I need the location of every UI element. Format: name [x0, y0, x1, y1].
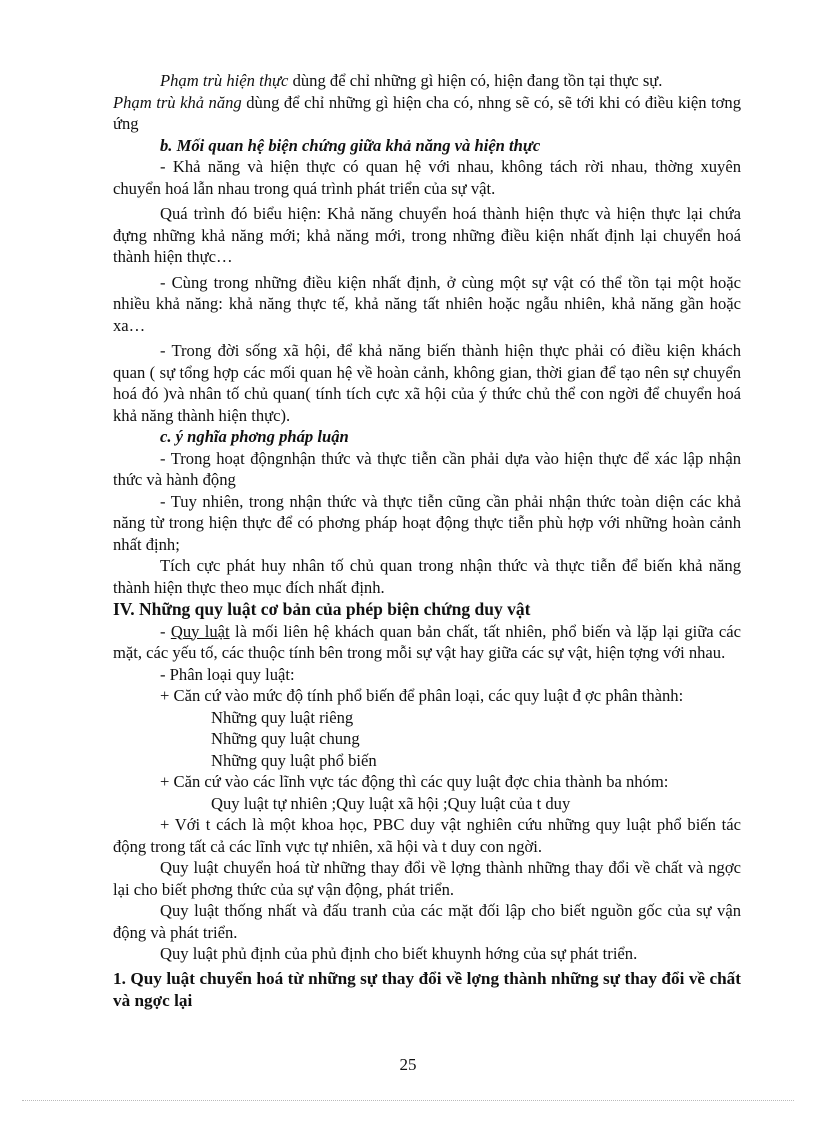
paragraph: + Căn cứ vào các lĩnh vực tác động thì các quy luật đợc chia thành ba nhóm:	[160, 772, 669, 791]
paragraph: - Tuy nhiên, trong nhận thức và thực tiễn cũng cần phải nhận thức toàn diện các khả năng từ trong hiện thực để có phơng pháp hoạt động thực tiễn phù hợp với những hoàn cảnh nhất định;	[113, 491, 741, 554]
paragraph: - Khả năng và hiện thực có quan hệ với nhau, không tách rời nhau, thờng xuyên chuyển hoá lẫn nhau trong quá trình phát triển của sự vật.	[113, 157, 741, 198]
paragraph: - Phân loại quy luật:	[160, 664, 295, 684]
paragraph: Quy luật chuyển hoá từ những thay đổi về lợng thành những thay đổi về chất và ngợc lại cho biết phơng thức của sự vận động, phát triển.	[113, 858, 741, 899]
paragraph-possibility	[113, 92, 741, 135]
document-body	[113, 70, 741, 1012]
paragraph: - Trong hoạt độngnhận thức và thực tiễn cần phải dựa vào hiện thực để xác lập nhận thức và hành động	[113, 448, 741, 489]
term-law: Quy luật	[170, 621, 230, 641]
paragraph: + Với t cách là một khoa học, PBC duy vật nghiên cứu những quy luật phổ biến tác động trong tất cả các lĩnh vực tự nhiên, xã hội và t duy con ngời.	[113, 815, 741, 856]
paragraph-text: dùng để chỉ những gì hiện có, hiện đang tồn tại thực sự.	[288, 71, 663, 90]
footer-divider	[22, 1100, 794, 1101]
paragraph: - Cùng trong những điều kiện nhất định, ở cùng một sự vật có thể tồn tại một hoặc nhiều khả năng: khả năng thực tế, khả năng tất nhiên hoặc ngẫu nhiên, khả năng gần hoặc xa…	[113, 272, 741, 335]
page-number: 25	[399, 1055, 417, 1074]
section-heading-c: c. ý nghĩa phơng pháp luận	[160, 427, 349, 446]
dash: -	[160, 621, 171, 641]
list-item: Những quy luật chung	[211, 729, 360, 748]
paragraph: + Căn cứ vào mức độ tính phổ biến để phân loại, các quy luật đ ợc phân thành:	[160, 686, 684, 705]
section-heading-b: b. Mối quan hệ biện chứng giữa khả năng và hiện thực	[160, 135, 541, 155]
paragraph-law-definition	[113, 621, 741, 664]
section-heading-1: 1. Quy luật chuyển hoá từ những sự thay đổi về lợng thành những sự thay đổi về chất và ngợc lại	[113, 968, 741, 1010]
list-item: Những quy luật riêng	[211, 707, 354, 727]
paragraph: Tích cực phát huy nhân tố chủ quan trong nhận thức và thực tiễn để biến khả năng thành hiện thực theo mục đích nhất định.	[113, 556, 741, 597]
paragraph: - Trong đời sống xã hội, để khả năng biến thành hiện thực phải có điều kiện khách quan ( sự tổng hợp các mối quan hệ về hoàn cảnh, không gian, thời gian để tạo nên sự chuyển hoá đó )và nhân tố chủ quan( tính tích cực xã hội của ý thức chủ thể con ngời để chuyển hoá khả năng thành hiện thực).	[113, 341, 741, 425]
list-item: Quy luật tự nhiên ;Quy luật xã hội ;Quy luật của t duy	[211, 793, 571, 813]
paragraph: Quy luật thống nhất và đấu tranh của các mặt đối lập cho biết nguồn gốc của sự vận động và phát triển.	[113, 901, 741, 942]
paragraph-text: là mối liên hệ khách quan bản chất, tất nhiên, phổ biến và lặp lại giữa các mặt, các yếu tố, các thuộc tính bên trong mỗi sự vật hay giữa các sự vật, hiện tợng với nhau.	[113, 621, 741, 662]
paragraph: Quá trình đó biểu hiện: Khả năng chuyển hoá thành hiện thực và hiện thực lại chứa đựng những khả năng mới; khả năng mới, trong những điều kiện nhất định lại chuyển hoá thành hiện thực…	[113, 204, 741, 266]
paragraph: Quy luật phủ định của phủ định cho biết khuynh hớng của sự phát triển.	[160, 944, 638, 963]
term-reality: Phạm trù hiện thực	[160, 71, 289, 90]
paragraph-reality	[113, 70, 741, 92]
paragraph-text: dùng để chỉ những gì hiện cha có, nhng sẽ có, sẽ tới khi có điều kiện tơng ứng	[113, 92, 741, 133]
list-item: Những quy luật phổ biến	[211, 750, 377, 770]
term-possibility: Phạm trù khả năng	[113, 92, 242, 112]
section-heading-iv: IV. Những quy luật cơ bản của phép biện chứng duy vật	[113, 599, 531, 619]
